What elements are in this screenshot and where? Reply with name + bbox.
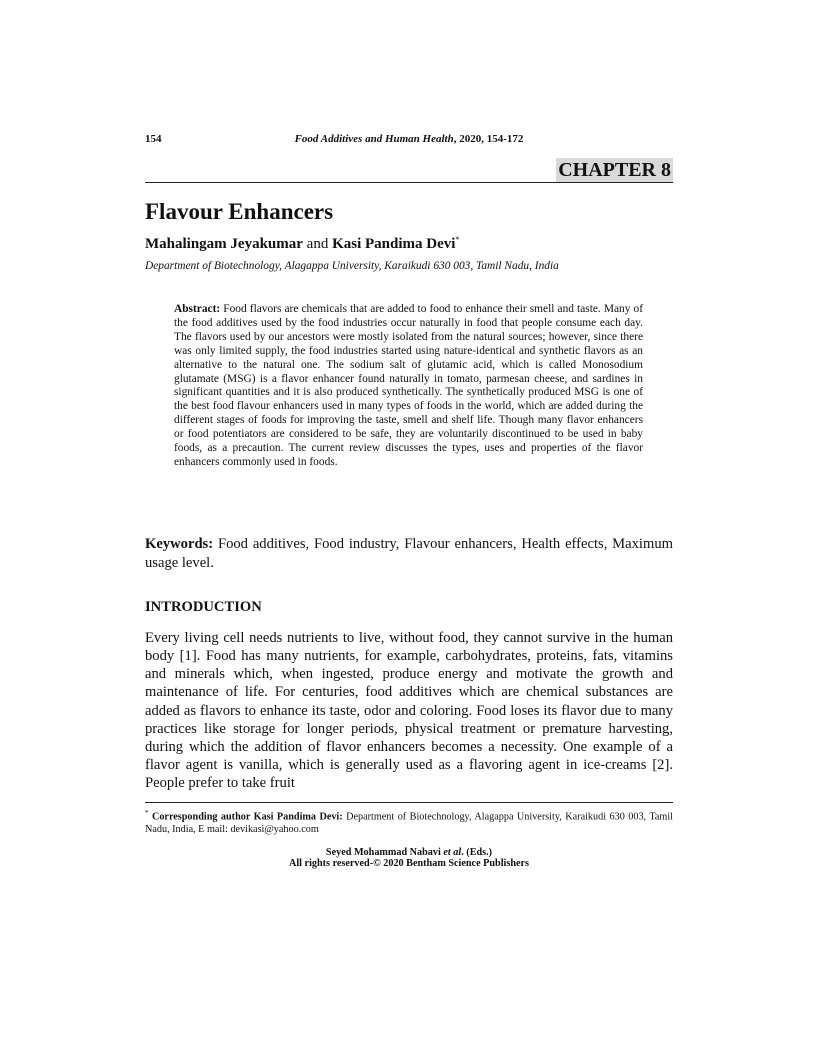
corresponding-author-mark: * bbox=[455, 235, 460, 244]
header-rule bbox=[145, 182, 673, 183]
chapter-label: CHAPTER 8 bbox=[558, 159, 671, 181]
journal-volume-pages: , 2020, 154-172 bbox=[453, 133, 524, 145]
running-head-title bbox=[145, 133, 673, 145]
page-number: 154 bbox=[145, 133, 162, 145]
footnote-rule bbox=[145, 802, 673, 803]
editors-suffix: . (Eds.) bbox=[461, 847, 493, 858]
author-list bbox=[145, 235, 459, 253]
footnote-mark: * bbox=[145, 809, 149, 817]
abstract-text: Food flavors are chemicals that are added to food to enhance their smell and taste. Many of the food additives used by the food industries occur naturally in food that people consume each day. The flavors used by our ancestors were mostly isolated from the natural sources; however, since there was only limited supply, the food industries started using nature-identical and synthetic flavors as an alternative to the natural one. The sodium salt of glutamic acid, which is called Monosodium glutamate (MSG) is a flavor enhancer found naturally in tomato, parmesan cheese, and sardines in significant quantities and it is also produced synthetically. The synthetically produced MSG is one of the best food flavour enhancers used in many types of foods in the world, which are added during the different stages of foods for improving the taste, smell and shelf life. Though many flavor enhancers or food potentiators are considered to be safe, they are voluntarily discontinued to be used in baby foods, as a precaution. The current review discusses the types, uses and properties of the flavor enhancers commonly used in foods. bbox=[174, 303, 643, 468]
author-conjunction: and bbox=[302, 236, 333, 252]
journal-title: Food Additives and Human Health bbox=[294, 133, 454, 145]
author-name: Kasi Pandima Devi bbox=[332, 236, 456, 252]
abstract bbox=[174, 303, 643, 470]
footnote bbox=[145, 807, 673, 837]
keywords bbox=[145, 535, 673, 573]
section-heading: INTRODUCTION bbox=[145, 599, 262, 615]
editors-name: Seyed Mohammad Nabavi bbox=[325, 847, 444, 858]
article-title: Flavour Enhancers bbox=[145, 199, 334, 224]
body-paragraph: Every living cell needs nutrients to live, without food, they cannot survive in the human body [1]. Food has many nutrients, for example, carbohydrates, proteins, fats, vitamins and minerals which, when ingested, produce energy and motivate the growth and maintenance of life. For centuries, food additives which are chemical substances are added as flavors to enhance its taste, odor and coloring. Food loses its flavor due to many practices like storage for longer periods, physical treatment or premature harvesting, during which the addition of flavor enhancers becomes a necessity. One example of a flavor agent is vanilla, which is generally used as a flavoring agent in ice-creams [2]. People prefer to take fruit bbox=[145, 630, 673, 792]
keywords-text: Food additives, Food industry, Flavour enhancers, Health effects, Maximum usage level. bbox=[145, 536, 673, 571]
abstract-label: Abstract: bbox=[174, 303, 221, 315]
footnote-label: Corresponding author Kasi Pandima Devi: bbox=[148, 811, 343, 823]
footnote-text: Department of Biotechnology, Alagappa University, Karaikudi 630 003, Tamil Nadu, India, E mail: devikasi@yahoo.com bbox=[145, 811, 673, 835]
footer-editors bbox=[145, 847, 673, 858]
running-header bbox=[145, 133, 673, 149]
footer-copyright: All rights reserved-© 2020 Bentham Science Publishers bbox=[288, 858, 530, 869]
author-name: Mahalingam Jeyakumar bbox=[145, 236, 303, 252]
affiliation: Department of Biotechnology, Alagappa University, Karaikudi 630 003, Tamil Nadu, India bbox=[145, 260, 559, 272]
keywords-label: Keywords: bbox=[145, 536, 214, 552]
editors-etal: et al bbox=[443, 847, 462, 858]
